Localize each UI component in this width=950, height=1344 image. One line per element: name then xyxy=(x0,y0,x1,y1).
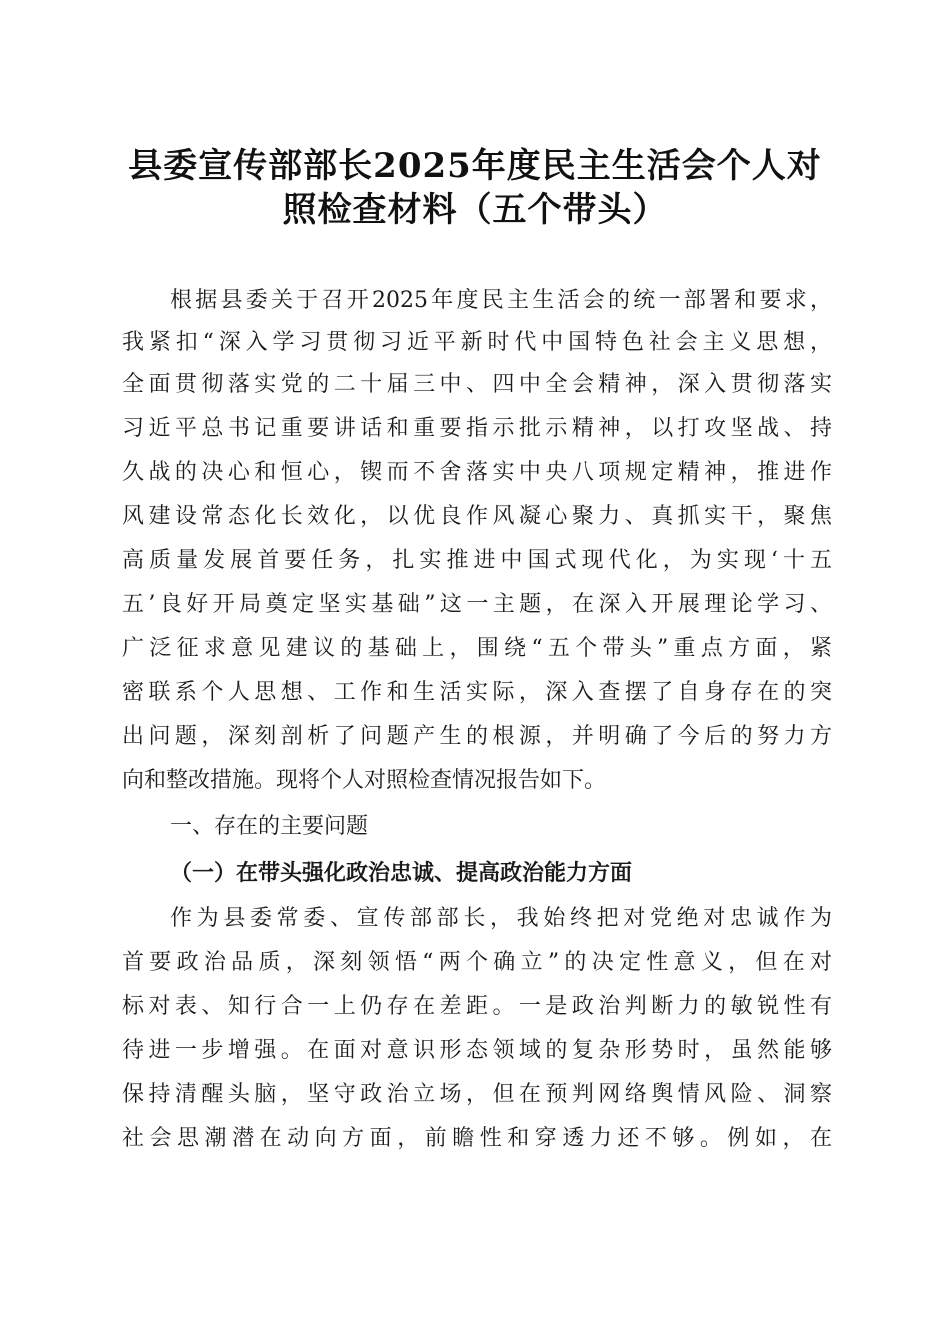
intro-paragraph-line: 根据县委关于召开2025年度民主生活会的统一部署和要求， xyxy=(170,288,832,313)
intro-paragraph-line: 向和整改措施。现将个人对照检查情况报告如下。 xyxy=(122,768,607,793)
intro-paragraph-line: 久战的决心和恒心，锲而不舍落实中央八项规定精神，推进作 xyxy=(122,460,832,485)
intro-paragraph-line: 出问题，深刻剖析了问题产生的根源，并明确了今后的努力方 xyxy=(122,724,832,749)
intro-paragraph-line: 全面贯彻落实党的二十届三中、四中全会精神，深入贯彻落实 xyxy=(122,372,832,397)
subsection-heading: （一）在带头强化政治忠诚、提高政治能力方面 xyxy=(170,860,633,886)
intro-paragraph-line: 广泛征求意见建议的基础上，围绕“五个带头”重点方面，紧 xyxy=(122,636,832,661)
body-paragraph-line: 待进一步增强。在面对意识形态领域的复杂形势时，虽然能够 xyxy=(122,1038,832,1063)
intro-paragraph-line: 密联系个人思想、工作和生活实际，深入查摆了自身存在的突 xyxy=(122,680,832,705)
intro-paragraph-line: 高质量发展首要任务，扎实推进中国式现代化，为实现‘十五 xyxy=(122,548,832,573)
section-heading: 一、存在的主要问题 xyxy=(170,814,369,839)
body-paragraph-line: 保持清醒头脑，坚守政治立场，但在预判网络舆情风险、洞察 xyxy=(122,1082,832,1107)
body-paragraph-line: 社会思潮潜在动向方面，前瞻性和穿透力还不够。例如，在 xyxy=(122,1126,832,1151)
intro-paragraph-line: 习近平总书记重要讲话和重要指示批示精神，以打攻坚战、持 xyxy=(122,416,832,441)
intro-paragraph-line: 风建设常态化长效化，以优良作风凝心聚力、真抓实干，聚焦 xyxy=(122,504,832,529)
body-paragraph-line: 作为县委常委、宣传部部长，我始终把对党绝对忠诚作为 xyxy=(170,906,832,931)
body-paragraph-line: 首要政治品质，深刻领悟“两个确立”的决定性意义，但在对 xyxy=(122,950,832,975)
document-title-line-1: 县委宣传部部长2025年度民主生活会个人对 xyxy=(128,146,822,186)
intro-paragraph-line: 五’良好开局奠定坚实基础”这一主题，在深入开展理论学习、 xyxy=(122,592,832,617)
body-paragraph-line: 标对表、知行合一上仍存在差距。一是政治判断力的敏锐性有 xyxy=(122,994,832,1019)
intro-paragraph-line: 我紧扣“深入学习贯彻习近平新时代中国特色社会主义思想， xyxy=(122,330,832,355)
document-title-line-2: 照检查材料（五个带头） xyxy=(282,190,668,230)
